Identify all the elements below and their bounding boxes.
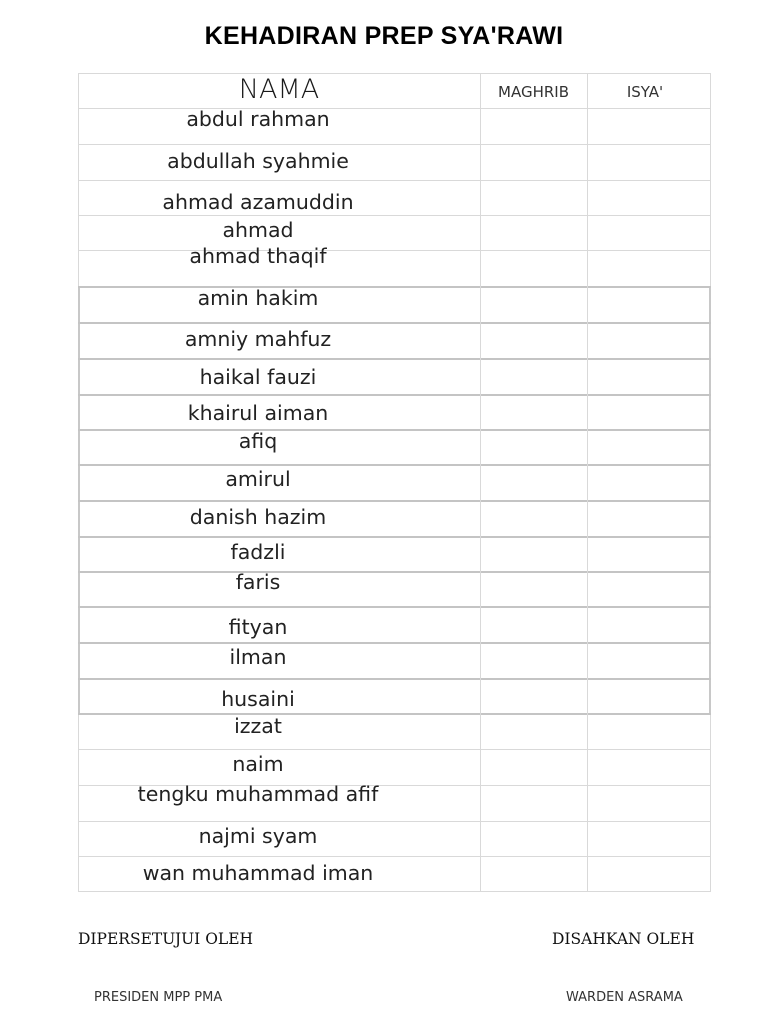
row-divider <box>78 322 711 324</box>
row-divider <box>78 606 711 608</box>
student-name: ilman <box>229 645 287 669</box>
student-name: najmi syam <box>198 824 318 848</box>
student-name: khairul aiman <box>187 401 329 425</box>
row-divider <box>78 394 711 396</box>
student-name: ahmad thaqif <box>189 244 327 268</box>
student-name: tengku muhammad afif <box>137 782 379 806</box>
row-divider <box>78 180 711 181</box>
row-divider <box>78 856 711 857</box>
student-name: haikal fauzi <box>199 365 317 389</box>
student-name: amin hakim <box>197 286 319 310</box>
row-divider <box>78 821 711 822</box>
student-name: husaini <box>221 687 295 711</box>
row-divider <box>78 215 711 216</box>
approved-by-heading: DIPERSETUJUI OLEH <box>78 930 254 948</box>
header-maghrib: MAGHRIB <box>498 83 569 101</box>
row-divider <box>78 536 711 538</box>
row-divider <box>78 642 711 644</box>
verified-by-heading: DISAHKAN OLEH <box>552 930 695 948</box>
student-name: danish hazim <box>189 505 327 529</box>
header-isya: ISYA' <box>626 83 664 101</box>
student-name: ahmad azamuddin <box>162 190 354 214</box>
student-name: amirul <box>225 467 291 491</box>
row-divider <box>78 678 711 680</box>
column-divider <box>587 73 588 892</box>
row-divider <box>78 464 711 466</box>
president-role: PRESIDEN MPP PMA <box>94 990 223 1005</box>
page-title: KEHADIRAN PREP SYA'RAWI <box>204 22 564 50</box>
student-name: afiq <box>238 429 278 453</box>
student-name: abdullah syahmie <box>167 149 349 173</box>
warden-role: WARDEN ASRAMA <box>566 990 683 1005</box>
header-nama: NAMA <box>238 74 320 105</box>
row-divider <box>78 500 711 502</box>
row-divider <box>78 144 711 145</box>
row-divider <box>78 358 711 360</box>
column-divider <box>480 73 481 892</box>
student-name: ahmad <box>222 218 294 242</box>
student-name: fityan <box>228 615 288 639</box>
student-name: izzat <box>234 714 282 738</box>
student-name: fadzli <box>230 540 286 564</box>
student-name: amniy mahfuz <box>184 327 332 351</box>
student-name: abdul rahman <box>186 107 330 131</box>
student-name: faris <box>235 570 281 594</box>
student-name: wan muhammad iman <box>142 861 374 885</box>
student-name: naim <box>232 752 284 776</box>
row-divider <box>78 749 711 750</box>
